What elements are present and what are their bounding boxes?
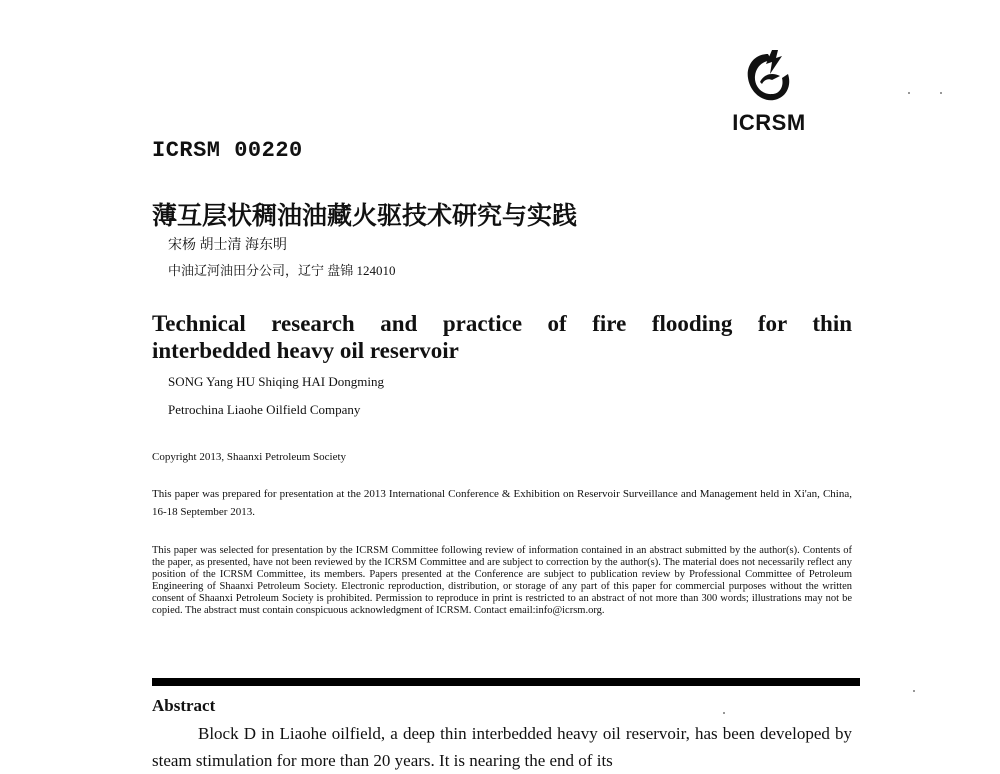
section-rule [152,678,860,686]
copyright-notice: Copyright 2013, Shaanxi Petroleum Society [152,451,347,463]
chinese-affiliation: 中油辽河油田分公司，辽宁 盘锦 124010 [168,263,396,278]
english-affiliation: Petrochina Liaohe Oilfield Company [168,402,361,417]
scan-speck [913,690,915,692]
abstract-heading: Abstract [152,696,216,715]
chinese-title: 薄互层状稠油油藏火驱技术研究与实践 [152,203,578,230]
logo-text: ICRSM [732,110,806,135]
icrsm-logo [718,44,818,140]
scan-speck [908,92,910,94]
presentation-note: This paper was prepared for presentation at the 2013 International Conference & Exhibition on Reservoir Surveillance and Management held in Xi'an, China, 16-18 September 2013. [152,488,852,518]
chinese-authors: 宋杨 胡士清 海东明 [168,238,287,253]
english-title-line-1: Technical research and practice of fire flooding for thin [152,311,852,336]
english-title [152,310,852,364]
abstract-body: Block D in Liaohe oilfield, a deep thin interbedded heavy oil reservoir, has been developed by steam stimulation for more than 20 years. It is nearing the end of its [152,724,852,770]
english-authors: SONG Yang HU Shiqing HAI Dongming [168,374,384,389]
english-title-line-2: interbedded heavy oil reservoir [152,338,459,363]
disclaimer-paragraph: This paper was selected for presentation by the ICRSM Committee following review of information contained in an abstract submitted by the author(s). Contents of the paper, as presented, have not been reviewed by the ICRSM Committee and are subject to correction by the author(s). The material does not necessarily reflect any position of the ICRSM Committee, its members. Papers presented at the Conference are subject to publication review by Professional Committee of Petroleum Engineering of Shaanxi Petroleum Society. Electronic reproduction, distribution, or storage of any part of this paper for commercial purposes without the written consent of Shaanxi Petroleum Society is prohibited. Permission to reproduce in print is restricted to an abstract of not more than 300 words; illustrations may not be copied. The abstract must contain conspicuous acknowledgment of ICRSM. Contact email:info@icrsm.org. [152,545,852,617]
scan-speck [723,712,725,714]
paper-id: ICRSM 00220 [152,138,303,163]
icrsm-emblem-icon [742,48,794,108]
scan-speck [940,92,942,94]
